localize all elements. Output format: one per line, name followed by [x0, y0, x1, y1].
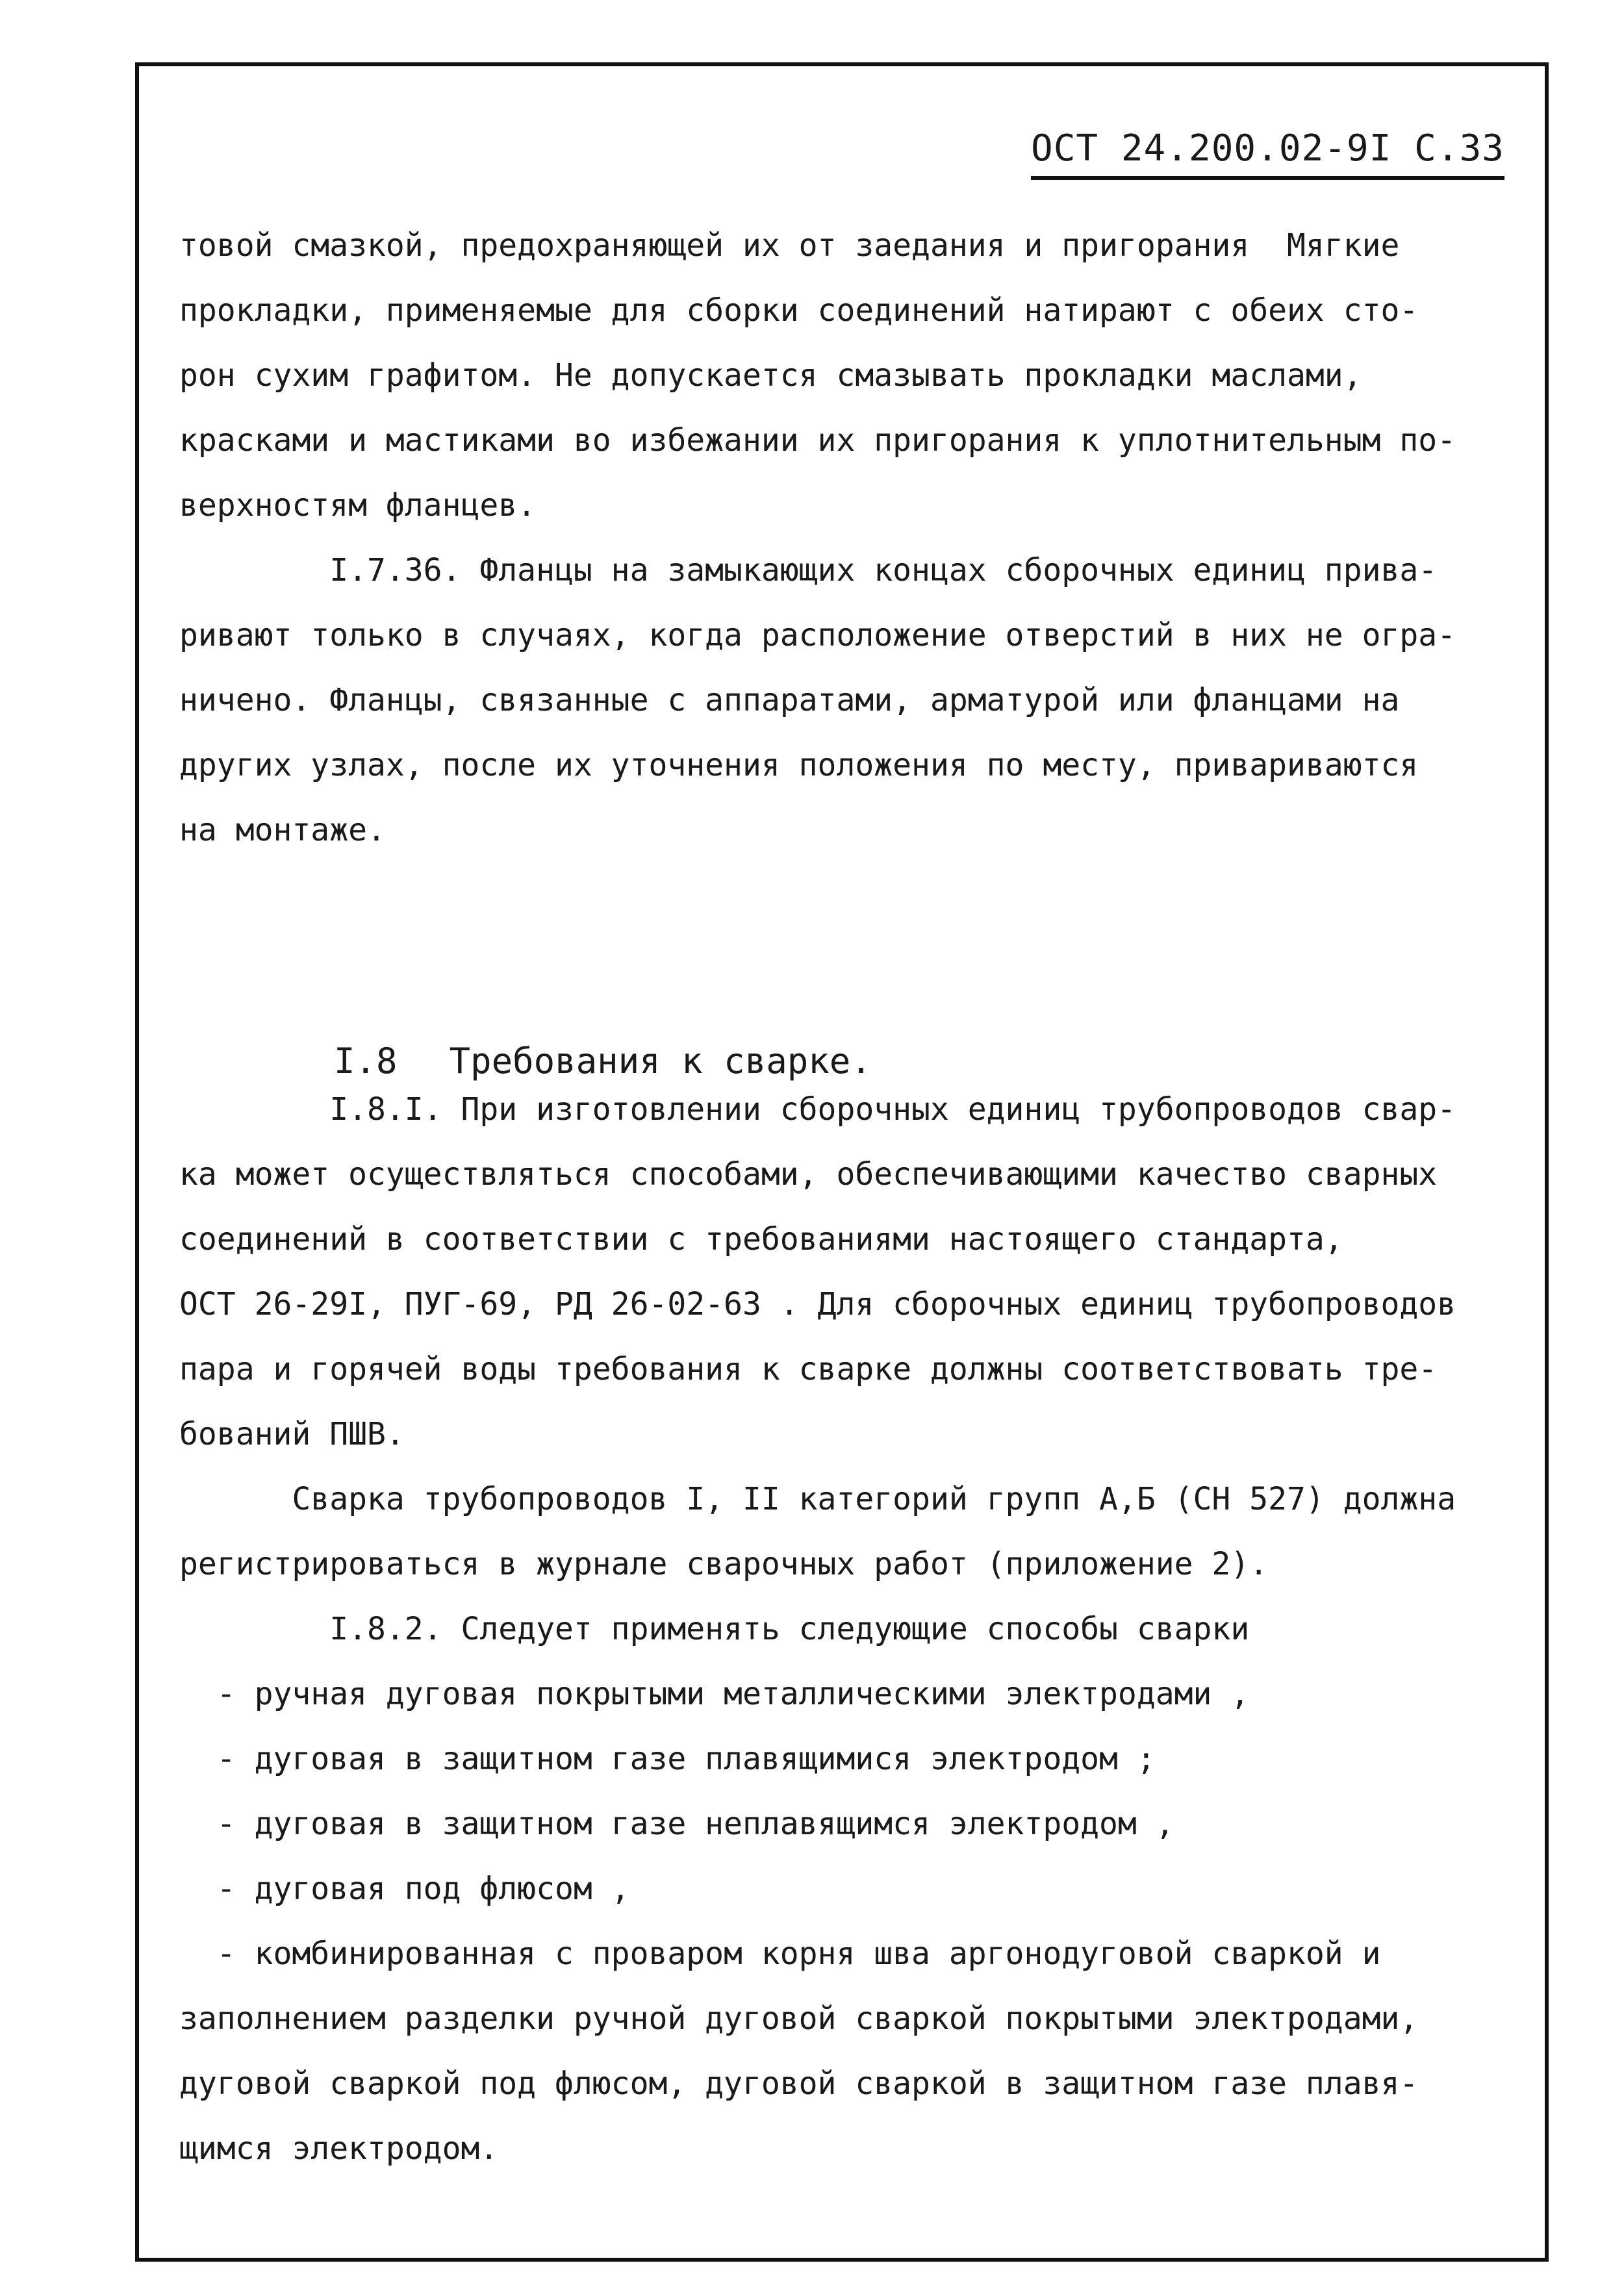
text-line: ривают только в случаях, когда расположение отверстий в них не огра- — [179, 617, 1456, 653]
text-line: верхностям фланцев. — [179, 487, 537, 524]
text-line: соединений в соответствии с требованиями настоящего стандарта, — [179, 1221, 1343, 1257]
text-line: красками и мастиками во избежании их пригорания к уплотнительным по- — [179, 422, 1456, 459]
text-line: I.8.I. При изготовлении сборочных единиц трубопроводов свар- — [179, 1091, 1456, 1128]
text-line: регистрироваться в журнале сварочных работ (приложение 2). — [179, 1546, 1269, 1582]
text-line: ОСТ 26-29I, ПУГ-69, РД 26-02-63 . Для сборочных единиц трубопроводов — [179, 1286, 1456, 1322]
section-number: I.8 — [334, 1041, 398, 1081]
text-line: товой смазкой, предохраняющей их от заедания и пригорания Мягкие — [179, 227, 1400, 264]
list-item: - дуговая в защитном газе плавящимися электродом ; — [179, 1741, 1156, 1777]
welding-paragraphs — [179, 1012, 1533, 2181]
list-item: - дуговая в защитном газе неплавящимся электродом , — [179, 1806, 1174, 1842]
flange-paragraphs — [179, 213, 1533, 863]
text-line: I.8.2. Следует применять следующие способы сварки — [179, 1611, 1250, 1647]
text-line: щимся электродом. — [179, 2130, 499, 2167]
text-line: рон сухим графитом. Не допускается смазывать прокладки маслами, — [179, 357, 1362, 394]
section-title: Требования к сварке. — [449, 1041, 872, 1081]
text-line: I.7.36. Фланцы на замыкающих концах сборочных единиц прива- — [179, 552, 1438, 588]
list-item: - ручная дуговая покрытыми металлическими электродами , — [179, 1676, 1250, 1712]
text-line: ничено. Фланцы, связанные с аппаратами, арматурой или фланцами на — [179, 682, 1400, 718]
text-line: ка может осуществляться способами, обеспечивающими качество сварных — [179, 1156, 1438, 1193]
text-line: заполнением разделки ручной дуговой сваркой покрытыми электродами, — [179, 2001, 1419, 2037]
list-item: - комбинированная с проваром корня шва аргонодуговой сваркой и — [179, 1936, 1381, 1972]
text-line: других узлах, после их уточнения положения по месту, привариваются — [179, 747, 1419, 783]
text-line: прокладки, применяемые для сборки соединений натирают с обеих сто- — [179, 292, 1419, 329]
text-line: на монтаже. — [179, 812, 386, 848]
document-code-header: ОСТ 24.200.02-9I С.33 — [1031, 127, 1504, 180]
text-line — [179, 1012, 1533, 1077]
text-line: пара и горячей воды требования к сварке должны соответствовать тре- — [179, 1351, 1438, 1387]
text-line: дуговой сваркой под флюсом, дуговой сваркой в защитном газе плавя- — [179, 2066, 1419, 2102]
page-frame — [135, 62, 1549, 2262]
text-line: бований ПШВ. — [179, 1416, 405, 1452]
text-line: Сварка трубопроводов I, II категорий групп А,Б (СН 527) должна — [179, 1481, 1456, 1517]
list-item: - дуговая под флюсом , — [179, 1871, 630, 1907]
